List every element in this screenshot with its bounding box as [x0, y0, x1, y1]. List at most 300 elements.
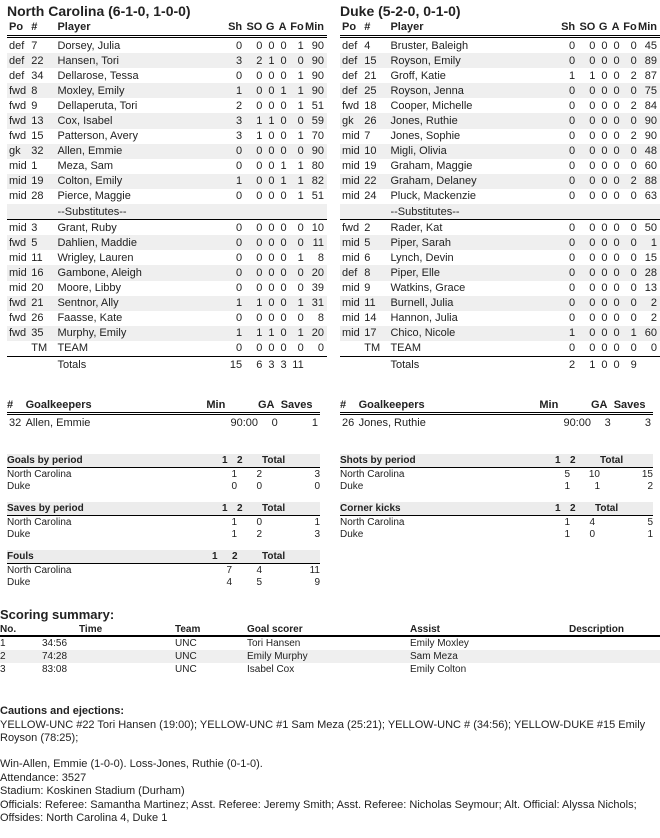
player-number: 14 — [364, 311, 390, 326]
player-name: Wrigley, Lauren — [57, 250, 208, 265]
empty-cell — [31, 356, 57, 372]
player-number: 21 — [31, 296, 57, 311]
player-goals: 1 — [262, 326, 274, 341]
totals-row — [340, 356, 660, 372]
player-shots: 0 — [542, 265, 575, 280]
player-number: TM — [364, 341, 390, 357]
player-shots-on-goal: 0 — [575, 296, 595, 311]
totals-minutes — [637, 356, 660, 372]
player-shots: 0 — [542, 220, 575, 236]
player-shots: 0 — [542, 144, 575, 159]
period-total-value: 5 — [647, 516, 653, 528]
player-row — [340, 174, 660, 189]
player-minutes: 90 — [637, 129, 660, 144]
gk-col-min: Min — [539, 399, 559, 411]
goal-time: 74:28 — [42, 650, 175, 663]
player-fouls: 1 — [287, 326, 304, 341]
goal-time: 83:08 — [42, 664, 68, 675]
player-position: gk — [7, 144, 31, 159]
home-team-title: North Carolina (6-1-0, 1-0-0) — [7, 3, 191, 19]
player-shots: 0 — [209, 311, 242, 326]
player-name: Jones, Ruthie — [390, 113, 541, 128]
player-number: 20 — [31, 281, 57, 296]
substitutes-label: --Substitutes-- — [57, 204, 327, 220]
player-shots-on-goal: 2 — [242, 53, 262, 68]
player-position: fwd — [7, 83, 31, 98]
player-position: mid — [7, 220, 31, 236]
period-team: North Carolina — [340, 516, 405, 528]
player-goals: 0 — [262, 83, 274, 98]
player-row — [340, 113, 660, 128]
player-shots: 1 — [209, 83, 242, 98]
player-row — [7, 68, 327, 83]
player-minutes: 90 — [304, 144, 327, 159]
player-row — [340, 53, 660, 68]
player-shots: 0 — [542, 53, 575, 68]
player-shots: 1 — [542, 326, 575, 341]
period-col-header: Total — [600, 454, 653, 468]
player-minutes: 80 — [304, 159, 327, 174]
col-header-player: Player — [57, 21, 91, 33]
player-row — [340, 296, 660, 311]
scoring-row — [0, 663, 660, 676]
period-2-value: 0 — [256, 480, 262, 492]
player-shots-on-goal: 0 — [242, 281, 262, 296]
player-goals: 0 — [595, 83, 607, 98]
goals-by-period-table — [7, 454, 320, 492]
player-name: Chico, Nicole — [390, 326, 541, 341]
period-1-value: 5 — [564, 468, 570, 480]
player-shots: 0 — [209, 235, 242, 250]
player-fouls: 0 — [620, 341, 637, 357]
player-assists: 0 — [274, 144, 286, 159]
player-row — [7, 98, 327, 113]
player-number: 11 — [364, 296, 390, 311]
player-assists: 0 — [274, 53, 286, 68]
goalkeepers-header-row — [7, 398, 320, 414]
period-header-row — [7, 502, 320, 516]
player-name: Faasse, Kate — [57, 311, 208, 326]
player-assists: 0 — [607, 341, 619, 357]
player-shots: 1 — [209, 326, 242, 341]
totals-row — [7, 356, 327, 372]
period-header-row — [7, 454, 320, 468]
player-number: 4 — [364, 37, 390, 54]
player-assists: 0 — [274, 250, 286, 265]
player-fouls: 0 — [620, 281, 637, 296]
player-shots-on-goal: 1 — [242, 129, 262, 144]
player-goals: 0 — [262, 265, 274, 280]
player-goals: 0 — [595, 281, 607, 296]
totals-label: Totals — [57, 356, 208, 372]
home-player-table — [7, 20, 327, 372]
player-shots-on-goal: 0 — [242, 37, 262, 54]
player-assists: 0 — [607, 174, 619, 189]
player-assists: 0 — [274, 220, 286, 236]
gk-col-min: Min — [206, 399, 226, 411]
empty-cell — [364, 204, 390, 220]
player-minutes: 2 — [637, 296, 660, 311]
player-assists: 0 — [607, 53, 619, 68]
home-goalkeepers-table — [7, 398, 320, 431]
period-2-value: 4 — [589, 516, 595, 528]
player-row — [340, 129, 660, 144]
player-shots-on-goal: 0 — [575, 189, 595, 204]
player-shots-on-goal: 0 — [575, 281, 595, 296]
player-fouls: 1 — [287, 37, 304, 54]
period-team: North Carolina — [7, 468, 72, 480]
scoring-col-description: Description — [569, 623, 660, 636]
player-row — [7, 235, 327, 250]
scoring-rows — [0, 636, 660, 676]
player-position: mid — [340, 326, 364, 341]
away-team-title: Duke (5-2-0, 0-1-0) — [340, 3, 461, 19]
goal-number: 2 — [0, 650, 42, 663]
goal-scorer: Emily Murphy — [247, 650, 410, 663]
period-col-header: Total — [262, 454, 320, 468]
player-goals: 1 — [262, 113, 274, 128]
player-goals: 0 — [595, 159, 607, 174]
player-number: 2 — [364, 220, 390, 236]
player-fouls: 1 — [287, 98, 304, 113]
period-1-value: 1 — [564, 480, 570, 492]
player-position: def — [7, 53, 31, 68]
player-shots: 0 — [542, 174, 575, 189]
player-minutes: 90 — [304, 53, 327, 68]
gk-min: 90:00 — [563, 417, 591, 429]
player-minutes: 20 — [304, 265, 327, 280]
player-minutes: 59 — [304, 113, 327, 128]
gk-name: Jones, Ruthie — [358, 417, 426, 429]
player-shots: 0 — [542, 296, 575, 311]
player-goals: 0 — [262, 129, 274, 144]
player-number: 15 — [31, 129, 57, 144]
player-position: def — [340, 53, 364, 68]
player-minutes: 90 — [304, 68, 327, 83]
player-name: Pluck, Mackenzie — [390, 189, 541, 204]
period-header-row — [7, 550, 320, 564]
period-row — [340, 480, 653, 492]
player-fouls: 0 — [620, 113, 637, 128]
player-shots-on-goal: 0 — [242, 220, 262, 236]
period-1-value: 4 — [226, 576, 232, 588]
col-header-player: Player — [390, 21, 424, 33]
player-number: 5 — [31, 235, 57, 250]
player-number: 19 — [364, 159, 390, 174]
player-row — [7, 311, 327, 326]
player-position: mid — [340, 174, 364, 189]
player-fouls: 0 — [620, 53, 637, 68]
col-header-assists: A — [611, 21, 620, 33]
player-minutes: 11 — [304, 235, 327, 250]
player-assists: 0 — [607, 250, 619, 265]
player-shots: 0 — [542, 83, 575, 98]
player-shots: 0 — [209, 159, 242, 174]
player-fouls: 1 — [620, 326, 637, 341]
player-number: 8 — [364, 265, 390, 280]
player-name: Royson, Jenna — [390, 83, 541, 98]
player-shots: 0 — [542, 129, 575, 144]
player-row — [340, 326, 660, 341]
period-col-header: 2 — [237, 454, 262, 468]
player-shots-on-goal: 0 — [242, 174, 262, 189]
player-assists: 0 — [607, 220, 619, 236]
player-number: 3 — [31, 220, 57, 236]
player-name: Grant, Ruby — [57, 220, 208, 236]
period-col-header: Total — [262, 550, 320, 564]
scoring-row — [0, 636, 660, 650]
player-row — [340, 159, 660, 174]
period-team: Duke — [7, 528, 31, 540]
player-name: Dellarose, Tessa — [57, 68, 208, 83]
player-number: 5 — [364, 235, 390, 250]
player-assists: 1 — [274, 174, 286, 189]
player-assists: 0 — [607, 159, 619, 174]
player-name: Cooper, Michelle — [390, 98, 541, 113]
col-header-number: # — [31, 21, 38, 33]
period-total-value: 2 — [647, 480, 653, 492]
period-team: North Carolina — [7, 564, 72, 576]
player-number: 32 — [31, 144, 57, 159]
player-minutes: 1 — [637, 235, 660, 250]
player-assists: 0 — [607, 129, 619, 144]
player-assists: 0 — [274, 326, 286, 341]
totals-shots: 2 — [542, 356, 575, 372]
player-assists: 1 — [274, 83, 286, 98]
player-row — [7, 281, 327, 296]
player-minutes: 10 — [304, 220, 327, 236]
period-2-value: 0 — [256, 516, 262, 528]
player-number: 15 — [364, 53, 390, 68]
period-row — [7, 468, 320, 481]
player-fouls: 0 — [287, 265, 304, 280]
player-shots: 0 — [209, 250, 242, 265]
player-position: def — [340, 37, 364, 54]
player-shots: 0 — [542, 189, 575, 204]
player-position: mid — [340, 189, 364, 204]
gk-ga: 3 — [604, 417, 611, 429]
player-number: 21 — [364, 68, 390, 83]
period-team: Duke — [7, 480, 31, 492]
player-shots: 0 — [209, 281, 242, 296]
player-assists: 0 — [607, 326, 619, 341]
col-header-fouls: Fo — [290, 21, 304, 33]
player-name: Lynch, Devin — [390, 250, 541, 265]
player-shots: 0 — [209, 341, 242, 357]
scoring-header-row — [0, 623, 660, 636]
player-name: Meza, Sam — [57, 159, 208, 174]
player-position: fwd — [7, 113, 31, 128]
player-row — [340, 68, 660, 83]
goal-time: 34:56 — [42, 638, 68, 649]
goalkeepers-header-row — [340, 398, 653, 414]
player-number: 26 — [31, 311, 57, 326]
totals-goals: 0 — [595, 356, 607, 372]
game-notes — [0, 758, 655, 826]
player-minutes: 70 — [304, 129, 327, 144]
totals-shots-on-goal: 6 — [242, 356, 262, 372]
player-position: fwd — [340, 220, 364, 236]
player-number: 1 — [31, 159, 57, 174]
player-minutes: 0 — [304, 341, 327, 357]
player-fouls: 1 — [287, 159, 304, 174]
player-shots-on-goal: 0 — [242, 159, 262, 174]
player-goals: 0 — [262, 159, 274, 174]
player-shots-on-goal: 0 — [575, 53, 595, 68]
totals-fouls: 11 — [287, 356, 304, 372]
scoring-col-team: Team — [175, 623, 247, 636]
player-name: Piper, Elle — [390, 265, 541, 280]
col-header-shots: Sh — [228, 21, 243, 33]
player-row — [7, 53, 327, 68]
goalkeeper-row — [7, 414, 320, 432]
player-assists: 0 — [274, 98, 286, 113]
period-team: Duke — [340, 528, 364, 540]
period-2-value: 2 — [256, 468, 262, 480]
player-shots-on-goal: 1 — [242, 326, 262, 341]
player-assists: 0 — [274, 296, 286, 311]
player-fouls: 0 — [287, 53, 304, 68]
player-shots-on-goal: 0 — [575, 98, 595, 113]
player-goals: 0 — [262, 220, 274, 236]
player-goals: 0 — [595, 68, 607, 83]
cautions-title: Cautions and ejections: — [0, 705, 125, 717]
player-fouls: 1 — [287, 83, 304, 98]
away-player-table — [340, 20, 660, 372]
player-shots-on-goal: 0 — [242, 83, 262, 98]
player-shots-on-goal: 0 — [242, 68, 262, 83]
player-fouls: 1 — [287, 129, 304, 144]
player-row — [7, 265, 327, 280]
period-total-value: 15 — [641, 468, 653, 480]
player-shots-on-goal: 0 — [575, 159, 595, 174]
player-assists: 0 — [607, 113, 619, 128]
player-goals: 0 — [595, 265, 607, 280]
player-name: Piper, Sarah — [390, 235, 541, 250]
player-name: Murphy, Emily — [57, 326, 208, 341]
player-fouls: 0 — [287, 341, 304, 357]
player-fouls: 1 — [287, 68, 304, 83]
goal-number: 3 — [0, 664, 6, 675]
player-shots-on-goal: 0 — [242, 189, 262, 204]
period-2-value: 10 — [588, 468, 600, 480]
player-row — [340, 235, 660, 250]
player-shots-on-goal: 0 — [242, 341, 262, 357]
period-row — [7, 480, 320, 492]
period-table-title: Saves by period — [7, 502, 222, 516]
substitutes-label: --Substitutes-- — [390, 204, 660, 220]
player-shots-on-goal: 0 — [575, 235, 595, 250]
player-minutes: 51 — [304, 98, 327, 113]
scoring-table — [0, 623, 660, 676]
player-fouls: 0 — [620, 220, 637, 236]
col-header-po: Po — [342, 21, 357, 33]
player-goals: 0 — [595, 220, 607, 236]
player-minutes: 45 — [637, 37, 660, 54]
scoring-col-no: No. — [0, 623, 42, 636]
player-position — [7, 341, 31, 357]
player-minutes: 60 — [637, 326, 660, 341]
player-minutes: 8 — [304, 250, 327, 265]
player-position: mid — [7, 281, 31, 296]
player-position: mid — [340, 281, 364, 296]
player-fouls: 0 — [287, 281, 304, 296]
player-shots-on-goal: 0 — [575, 113, 595, 128]
player-number: 9 — [31, 98, 57, 113]
player-fouls: 0 — [287, 144, 304, 159]
player-goals: 0 — [595, 341, 607, 357]
player-position — [340, 341, 364, 357]
period-1-value: 1 — [231, 516, 237, 528]
player-shots: 0 — [542, 281, 575, 296]
player-number: 34 — [31, 68, 57, 83]
scoring-summary-title: Scoring summary: — [0, 607, 115, 622]
player-assists: 0 — [607, 235, 619, 250]
player-goals: 0 — [262, 68, 274, 83]
player-name: TEAM — [57, 341, 208, 357]
player-row — [7, 250, 327, 265]
saves-by-period-table — [7, 502, 320, 540]
period-header-row — [340, 502, 653, 516]
player-goals: 0 — [262, 250, 274, 265]
period-total-value: 3 — [314, 528, 320, 540]
goal-number: 1 — [0, 638, 6, 649]
player-row — [340, 98, 660, 113]
player-fouls: 2 — [620, 129, 637, 144]
gk-name: Allen, Emmie — [25, 417, 91, 429]
player-row — [340, 144, 660, 159]
player-assists: 0 — [274, 37, 286, 54]
player-position: fwd — [7, 129, 31, 144]
attendance-text: Attendance: 3527 — [0, 771, 87, 784]
player-goals: 0 — [262, 296, 274, 311]
col-header-fouls: Fo — [623, 21, 637, 33]
player-shots: 0 — [209, 189, 242, 204]
player-row — [7, 129, 327, 144]
player-shots-on-goal: 0 — [575, 341, 595, 357]
player-position: fwd — [7, 326, 31, 341]
player-shots: 1 — [209, 296, 242, 311]
player-minutes: 87 — [637, 68, 660, 83]
player-position: mid — [340, 159, 364, 174]
period-col-header: Total — [262, 502, 320, 516]
player-number: 7 — [31, 37, 57, 54]
empty-cell — [7, 204, 31, 220]
table-header-row — [7, 20, 327, 37]
player-number: TM — [31, 341, 57, 357]
period-team: Duke — [7, 576, 31, 588]
player-number: 8 — [31, 83, 57, 98]
team-row — [340, 341, 660, 357]
player-position: mid — [340, 144, 364, 159]
col-header-po: Po — [9, 21, 24, 33]
period-row — [340, 468, 653, 481]
player-minutes: 90 — [304, 83, 327, 98]
player-name: Jones, Sophie — [390, 129, 541, 144]
player-shots-on-goal: 0 — [575, 37, 595, 54]
player-name: Bruster, Baleigh — [390, 37, 541, 54]
player-assists: 0 — [607, 144, 619, 159]
player-fouls: 0 — [620, 235, 637, 250]
player-minutes: 82 — [304, 174, 327, 189]
player-assists: 0 — [607, 68, 619, 83]
scoring-col-assist: Assist — [410, 623, 569, 636]
player-goals: 0 — [595, 113, 607, 128]
player-minutes: 50 — [637, 220, 660, 236]
player-fouls: 0 — [620, 83, 637, 98]
player-name: Moxley, Emily — [57, 83, 208, 98]
empty-cell — [364, 356, 390, 372]
